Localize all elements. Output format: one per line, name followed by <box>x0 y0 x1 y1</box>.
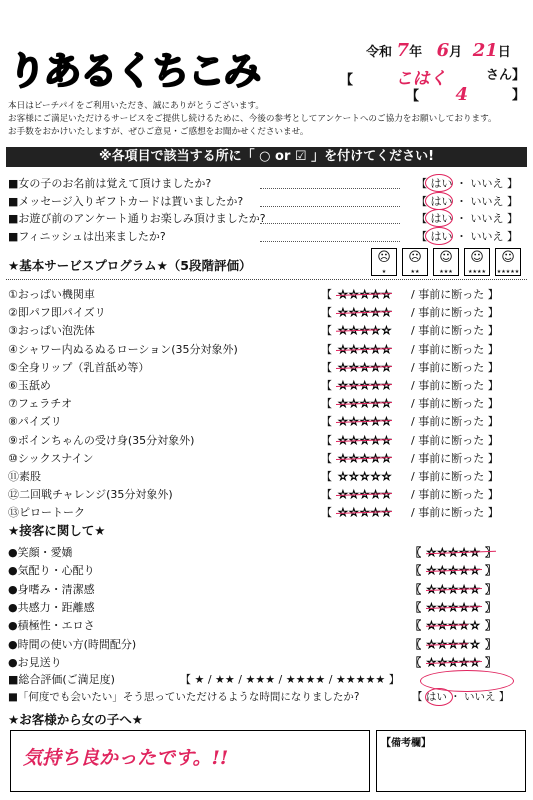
number-line: 【 4 】 <box>406 84 525 105</box>
bracket-open: 【 <box>321 415 332 429</box>
declined-option[interactable]: / 事前に断った 】 <box>411 288 499 301</box>
pen-circle-mark <box>425 688 453 706</box>
basic-service-row <box>8 342 526 357</box>
yes-no-answer[interactable]: 【 はい ・ いいえ 】 <box>416 212 518 225</box>
star-rating[interactable]: 【 ☆☆☆☆☆ 】 <box>410 619 498 633</box>
hospitality-label: ●気配り・心配り <box>8 564 95 578</box>
face-scale-label: ★★ <box>410 269 420 275</box>
basic-service-row <box>8 414 526 429</box>
service-label: ③おっぱい泡洗体 <box>8 324 95 338</box>
pen-circle-mark <box>425 209 453 227</box>
declined-option[interactable]: / 事前に断った 】 <box>411 433 499 447</box>
hospitality-label: ●笑顔・愛嬌 <box>8 546 73 559</box>
basic-service-row <box>8 469 526 484</box>
rating-face-icon: ☺ ★★★★ <box>464 248 490 276</box>
question-label: ■フィニッシュは出来ましたか? <box>8 229 166 243</box>
face-scale-label: ★★★★★ <box>496 269 520 275</box>
basic-service-row <box>8 487 526 502</box>
face-scale-label: ★★★ <box>439 269 453 275</box>
basic-service-row <box>8 378 526 393</box>
again-label: ■「何度でも会いたい」そう思っていただけるような時間になりましたか? <box>8 691 360 703</box>
rating-face-icon: ☺ ★★★★★ <box>496 250 520 275</box>
service-label: ④シャワー内ぬるぬるローション(35分対象外) <box>8 342 238 356</box>
number-value: 4 <box>455 84 469 105</box>
basic-service-row <box>8 433 526 448</box>
service-label: ⑦フェラチオ <box>8 397 73 411</box>
year-unit: 年 <box>409 45 423 60</box>
intro-text: 本日はピーチパイをご利用いただき、誠にありがとうございます。 お客様にご満足いただけるサービスをご提供し続けるために、今後の参考としてアンケートへのご協力をお願いしております。 お手数をおかけいたしますが、ぜひご意見・ご感想をお聞かせくださいませ。 <box>8 101 497 137</box>
basic-service-row <box>8 451 526 466</box>
basic-service-row <box>8 505 526 520</box>
leader-dots <box>260 206 400 207</box>
hospitality-label: ●時間の使い方(時間配分) <box>8 637 137 651</box>
star-rating[interactable]: 【 ☆☆☆☆☆ 】 <box>410 546 498 559</box>
hospitality-label: ●お見送り <box>8 655 62 669</box>
star-rating[interactable]: ☆☆☆☆☆ <box>338 342 393 356</box>
service-label: ⑪素股 <box>8 470 41 483</box>
yes-no-answer[interactable]: 【 はい ・ いいえ 】 <box>416 177 518 190</box>
bracket-open: 【 <box>321 306 332 320</box>
divider <box>6 279 527 280</box>
bracket-open: 【 <box>321 506 332 520</box>
handwritten-message: 気持ち良かったです。!! <box>23 747 229 769</box>
star-rating[interactable]: 【 ☆☆☆☆☆ 】 <box>410 637 498 651</box>
day-unit: 日 <box>497 45 511 60</box>
rating-face-icon: ☹ ★ <box>371 248 397 276</box>
overall-label: ■総合評価(ご満足度) <box>8 673 115 686</box>
leader-dots <box>260 188 400 189</box>
notes-label: 【備考欄】 <box>381 738 431 749</box>
hospitality-label: ●身嗜み・清潔感 <box>8 582 95 596</box>
star-rating[interactable]: 【 ☆☆☆☆☆ 】 <box>410 655 498 669</box>
notes-box[interactable] <box>376 730 526 792</box>
star-rating[interactable]: ☆☆☆☆☆ <box>338 451 393 465</box>
star-rating[interactable]: 【 ☆☆☆☆☆ 】 <box>410 600 498 614</box>
star-rating[interactable]: ☆☆☆☆☆ <box>338 433 393 447</box>
year-value: 7 <box>396 40 410 61</box>
declined-option[interactable]: / 事前に断った 】 <box>411 360 499 374</box>
star-rating[interactable]: ☆☆☆☆☆ <box>338 324 393 338</box>
again-answer: 【 はい ・ いいえ 】 <box>412 691 510 703</box>
girl-name: こはく <box>395 69 447 89</box>
era: 令和 <box>366 45 393 60</box>
month-value: 6 <box>436 40 450 61</box>
question-label: ■女の子のお名前は覚えて頂けましたか? <box>8 177 212 190</box>
declined-option[interactable]: / 事前に断った 】 <box>411 451 499 465</box>
service-title: ★接客に関して★ <box>8 523 106 538</box>
declined-option[interactable]: / 事前に断った 】 <box>411 379 499 392</box>
rating-face-icon: ☹ ★★ <box>402 248 428 276</box>
star-rating[interactable]: ☆☆☆☆☆ <box>338 415 393 429</box>
star-rating[interactable]: ☆☆☆☆☆ <box>338 360 393 374</box>
bracket-open: 【 <box>321 488 332 502</box>
declined-option[interactable]: / 事前に断った 】 <box>411 415 499 429</box>
bracket-open: 【 <box>321 470 332 483</box>
bracket-open: 【 <box>321 324 332 338</box>
star-rating[interactable]: 【 ☆☆☆☆☆ 】 <box>410 564 498 578</box>
bracket-open: 【 <box>321 379 332 392</box>
leader-dots <box>260 241 400 242</box>
service-label: ⑩シックスナイン <box>8 451 94 465</box>
service-label: ⑤全身リップ（乳首舐め等） <box>8 360 150 374</box>
logo: りあるくちこみ <box>6 49 262 93</box>
question-label: ■お遊び前のアンケート通りお楽しみ頂けましたか? <box>8 212 266 225</box>
month-unit: 月 <box>449 45 463 60</box>
bracket-open: 【 <box>321 360 332 374</box>
star-rating[interactable]: 【 ☆☆☆☆☆ 】 <box>410 582 498 596</box>
star-rating[interactable]: ☆☆☆☆☆ <box>338 288 393 301</box>
star-rating[interactable]: ☆☆☆☆☆ <box>338 306 393 320</box>
declined-option[interactable]: / 事前に断った 】 <box>411 470 499 483</box>
rating-face-icon: ☺ ★★★ <box>433 248 459 276</box>
service-label: ⑧パイズリ <box>8 415 62 429</box>
overall-scale: 【 ★ / ★★ / ★★★ / ★★★★ / ★★★★★ 】 <box>180 673 400 686</box>
declined-option[interactable]: / 事前に断った 】 <box>411 306 499 320</box>
yes-no-answer[interactable]: 【 はい ・ いいえ 】 <box>416 229 518 243</box>
declined-option[interactable]: / 事前に断った 】 <box>411 342 499 356</box>
yes-no-answer[interactable]: 【 はい ・ いいえ 】 <box>416 194 518 208</box>
service-label: ①おっぱい機関車 <box>8 288 95 301</box>
bracket-open: 【 <box>321 288 332 301</box>
star-rating[interactable]: ☆☆☆☆☆ <box>338 506 393 520</box>
bracket-open: 【 <box>321 342 332 356</box>
star-rating[interactable]: ☆☆☆☆☆ <box>338 397 393 411</box>
basic-service-row <box>8 323 526 338</box>
basic-service-title: ★基本サービスプログラム★（5段階評価） <box>8 258 252 273</box>
star-rating[interactable]: ☆☆☆☆☆ <box>338 470 393 483</box>
bracket-open: 【 <box>321 397 332 411</box>
bracket-open: 【 <box>321 433 332 447</box>
declined-option[interactable]: / 事前に断った 】 <box>411 506 499 520</box>
pen-circle-mark <box>425 227 453 245</box>
basic-service-row <box>8 305 526 320</box>
face-scale-label: ★ <box>381 269 387 275</box>
day-value: 21 <box>472 40 498 61</box>
basic-service-row <box>8 360 526 375</box>
basic-service-row <box>8 287 526 302</box>
service-label: ⑨ポインちゃんの受け身(35分対象外) <box>8 433 195 447</box>
instruction-banner: ※各項目で該当する所に「 ○ or ☑ 」を付けてください! <box>6 147 527 167</box>
bracket-open: 【 <box>321 451 332 465</box>
star-rating[interactable]: ☆☆☆☆☆ <box>338 488 393 502</box>
question-label: ■メッセージ入りギフトカードは貰いましたか? <box>8 194 244 208</box>
date-line <box>366 40 511 61</box>
star-rating[interactable]: ☆☆☆☆☆ <box>338 379 393 392</box>
leader-dots <box>260 223 400 224</box>
service-label: ⑬ピロートーク <box>8 506 85 520</box>
pen-circle-mark <box>425 174 453 192</box>
declined-option[interactable]: / 事前に断った 】 <box>411 488 499 502</box>
message-title: ★お客様から女の子へ★ <box>8 712 143 727</box>
service-label: ②即パフ即パイズリ <box>8 306 106 320</box>
declined-option[interactable]: / 事前に断った 】 <box>411 324 499 338</box>
face-scale-label: ★★★★ <box>468 269 486 275</box>
name-line: 【 こはく さん】 <box>340 68 525 89</box>
service-label: ⑫二回戦チャレンジ(35分対象外) <box>8 488 173 502</box>
service-label: ⑥玉舐め <box>8 379 51 392</box>
declined-option[interactable]: / 事前に断った 】 <box>411 397 499 411</box>
basic-service-row <box>8 396 526 411</box>
pen-circle-mark <box>425 192 453 210</box>
hospitality-label: ●積極性・エロさ <box>8 619 95 633</box>
message-box[interactable] <box>10 730 370 792</box>
hospitality-label: ●共感力・距離感 <box>8 600 95 614</box>
